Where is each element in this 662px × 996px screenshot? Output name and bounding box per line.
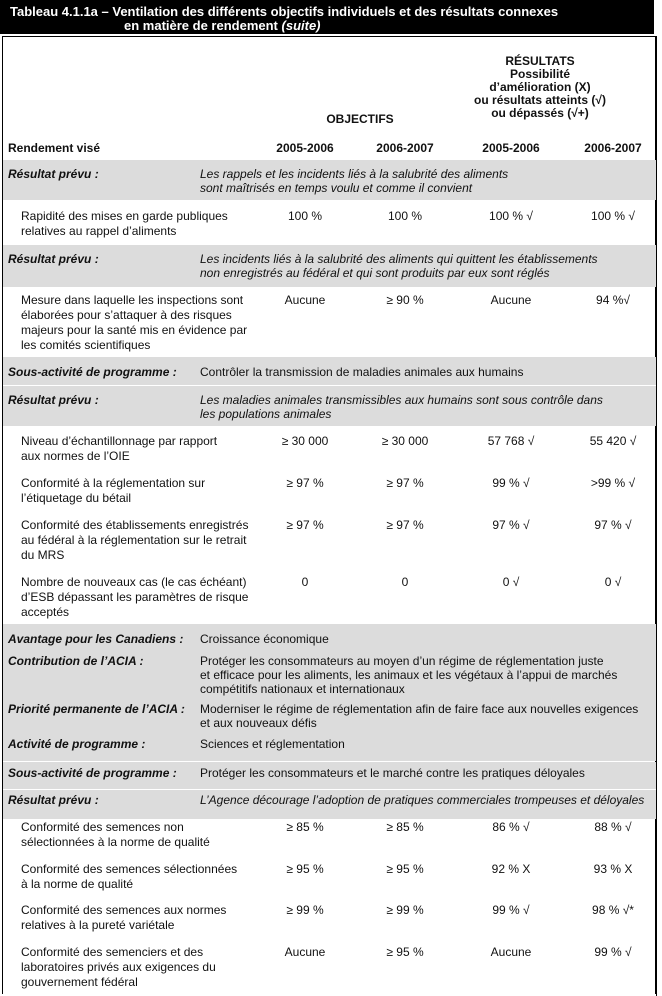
- table-cell: 97 % √: [492, 518, 530, 532]
- table-cell: ≥ 30 000: [281, 434, 329, 448]
- row-semences-non-selectionnees: Conformité des semences non sélectionnées à la norme de qualité: [21, 820, 210, 849]
- row-purete-varietale: Conformité des semences aux normes relatives à la pureté variétale: [21, 903, 227, 932]
- label-contribution: Contribution de l’ACIA :: [8, 654, 144, 668]
- table-cell: 100 %: [287, 209, 323, 223]
- label-resultat-prevu: Résultat prévu :: [8, 393, 99, 407]
- table-cell: ≥ 85 %: [386, 820, 424, 834]
- objectifs-header: OBJECTIFS: [326, 112, 394, 126]
- row-mesure-inspections: Mesure dans laquelle les inspections sont élaborées pour s’attaquer à des risques majeurs pour la santé mis en évidence par les comités scientifiques: [21, 293, 248, 352]
- table-cell: 98 % √*: [592, 903, 634, 917]
- table-title: [0, 0, 654, 34]
- resultats-header: RÉSULTATS Possibilité d’amélioration (X) ou résultats atteints (√) ou dépassés (√+): [474, 54, 606, 120]
- table-cell: ≥ 85 %: [286, 820, 324, 834]
- table-cell: >99 % √: [590, 476, 636, 490]
- year-header-res-2: 2006-2007: [584, 141, 642, 155]
- priorite-text: Moderniser le régime de réglementation afin de faire face aux nouvelles exigences et aux nouveaux défis: [200, 702, 639, 730]
- label-sous-activite: Sous-activité de programme :: [8, 365, 177, 379]
- resultat-prevu-text: Les maladies animales transmissibles aux humains sont sous contrôle dans les populations animales: [200, 393, 603, 421]
- table-cell: ≥ 95 %: [286, 862, 324, 876]
- table-cell: 57 768 √: [487, 434, 535, 448]
- table-cell: ≥ 95 %: [386, 945, 424, 959]
- table-cell: 99 % √: [492, 476, 530, 490]
- table-cell: ≥ 97 %: [386, 476, 424, 490]
- table-cell: Aucune: [490, 945, 532, 959]
- table-cell: 55 420 √: [589, 434, 637, 448]
- title-suffix: (suite): [281, 18, 321, 33]
- table-cell: Aucune: [490, 293, 532, 307]
- row-niveau-echantillonnage: Niveau d’échantillonnage par rapport aux normes de l’OIE: [21, 434, 218, 463]
- table-cell: 0 √: [604, 575, 622, 589]
- resultat-prevu-text: L’Agence décourage l’adoption de pratiques commerciales trompeuses et déloyales: [200, 793, 645, 807]
- table-cell: 92 % X: [491, 862, 531, 876]
- year-header-obj-1: 2005-2006: [276, 141, 334, 155]
- table-cell: 0: [401, 575, 409, 589]
- table-cell: ≥ 99 %: [286, 903, 324, 917]
- label-activite: Activité de programme :: [8, 737, 146, 751]
- table-cell: 100 % √: [489, 209, 533, 223]
- label-avantage: Avantage pour les Canadiens :: [8, 632, 184, 646]
- sous-activite-text: Contrôler la transmission de maladies animales aux humains: [200, 365, 524, 379]
- row-semenciers-laboratoires: Conformité des semenciers et des laboratoires privés aux exigences du gouvernement fédéral: [21, 945, 216, 989]
- year-header-res-1: 2005-2006: [482, 141, 540, 155]
- table-cell: ≥ 99 %: [386, 903, 424, 917]
- sous-activite-text: Protéger les consommateurs et le marché contre les pratiques déloyales: [200, 766, 585, 780]
- band-separator: [3, 789, 656, 790]
- table-cell: 88 % √: [594, 820, 632, 834]
- table-cell: Aucune: [284, 945, 326, 959]
- title-line-2: en matière de rendement (suite): [124, 18, 321, 33]
- table-cell: 0: [301, 575, 309, 589]
- label-resultat-prevu: Résultat prévu :: [8, 793, 99, 807]
- contribution-text: Protéger les consommateurs au moyen d’un régime de réglementation juste et efficace pour les aliments, les animaux et les végétaux à l’appui de marchés compétitifs nationaux et internationaux: [200, 654, 618, 696]
- row-semences-selectionnees: Conformité des semences sélectionnées à la norme de qualité: [21, 862, 238, 891]
- table-cell: ≥ 30 000: [381, 434, 429, 448]
- rendement-header: Rendement visé: [8, 141, 101, 155]
- table-cell: 0 √: [502, 575, 520, 589]
- table-cell: ≥ 97 %: [286, 476, 324, 490]
- table-cell: ≥ 97 %: [386, 518, 424, 532]
- table-cell: 93 % X: [593, 862, 633, 876]
- label-resultat-prevu: Résultat prévu :: [8, 252, 99, 266]
- table-cell: ≥ 90 %: [386, 293, 424, 307]
- row-rapidite-mises-en-garde: Rapidité des mises en garde publiques relatives au rappel d’aliments: [21, 209, 228, 238]
- resultat-prevu-text: Les incidents liés à la salubrité des aliments qui quittent les établissements non enregistrés au fédéral et qui sont produits par eux sont réglés: [200, 252, 598, 280]
- title-line-1: Tableau 4.1.1a – Ventilation des différents objectifs individuels et des résultats connexes: [10, 4, 559, 19]
- label-resultat-prevu: Résultat prévu :: [8, 167, 99, 181]
- row-cas-esb: Nombre de nouveaux cas (le cas échéant) d’ESB dépassant les paramètres de risque acceptés: [21, 575, 249, 619]
- row-etiquetage-betail: Conformité à la réglementation sur l’étiquetage du bétail: [21, 476, 206, 505]
- table-cell: 100 %: [387, 209, 423, 223]
- table-cell: 100 % √: [591, 209, 635, 223]
- table-cell: 99 % √: [492, 903, 530, 917]
- label-priorite: Priorité permanente de l’ACIA :: [8, 702, 185, 716]
- band-separator: [3, 385, 656, 386]
- year-header-obj-2: 2006-2007: [376, 141, 434, 155]
- table-cell: 86 % √: [492, 820, 530, 834]
- table-right-border: [656, 36, 657, 996]
- resultat-prevu-text: Les rappels et les incidents liés à la salubrité des aliments sont maîtrisés en temps voulu et comme il convient: [200, 167, 509, 195]
- table-cell: 99 % √: [594, 945, 632, 959]
- table-cell: ≥ 97 %: [286, 518, 324, 532]
- table-cell: 97 % √: [594, 518, 632, 532]
- table-cell: ≥ 95 %: [386, 862, 424, 876]
- table-cell: 94 %√: [596, 293, 630, 307]
- activite-text: Sciences et réglementation: [200, 737, 345, 751]
- label-sous-activite: Sous-activité de programme :: [8, 766, 177, 780]
- row-retrait-mrs: Conformité des établissements enregistrés au fédéral à la réglementation sur le retrait du MRS: [21, 518, 249, 562]
- avantage-text: Croissance économique: [200, 632, 329, 646]
- table-cell: Aucune: [284, 293, 326, 307]
